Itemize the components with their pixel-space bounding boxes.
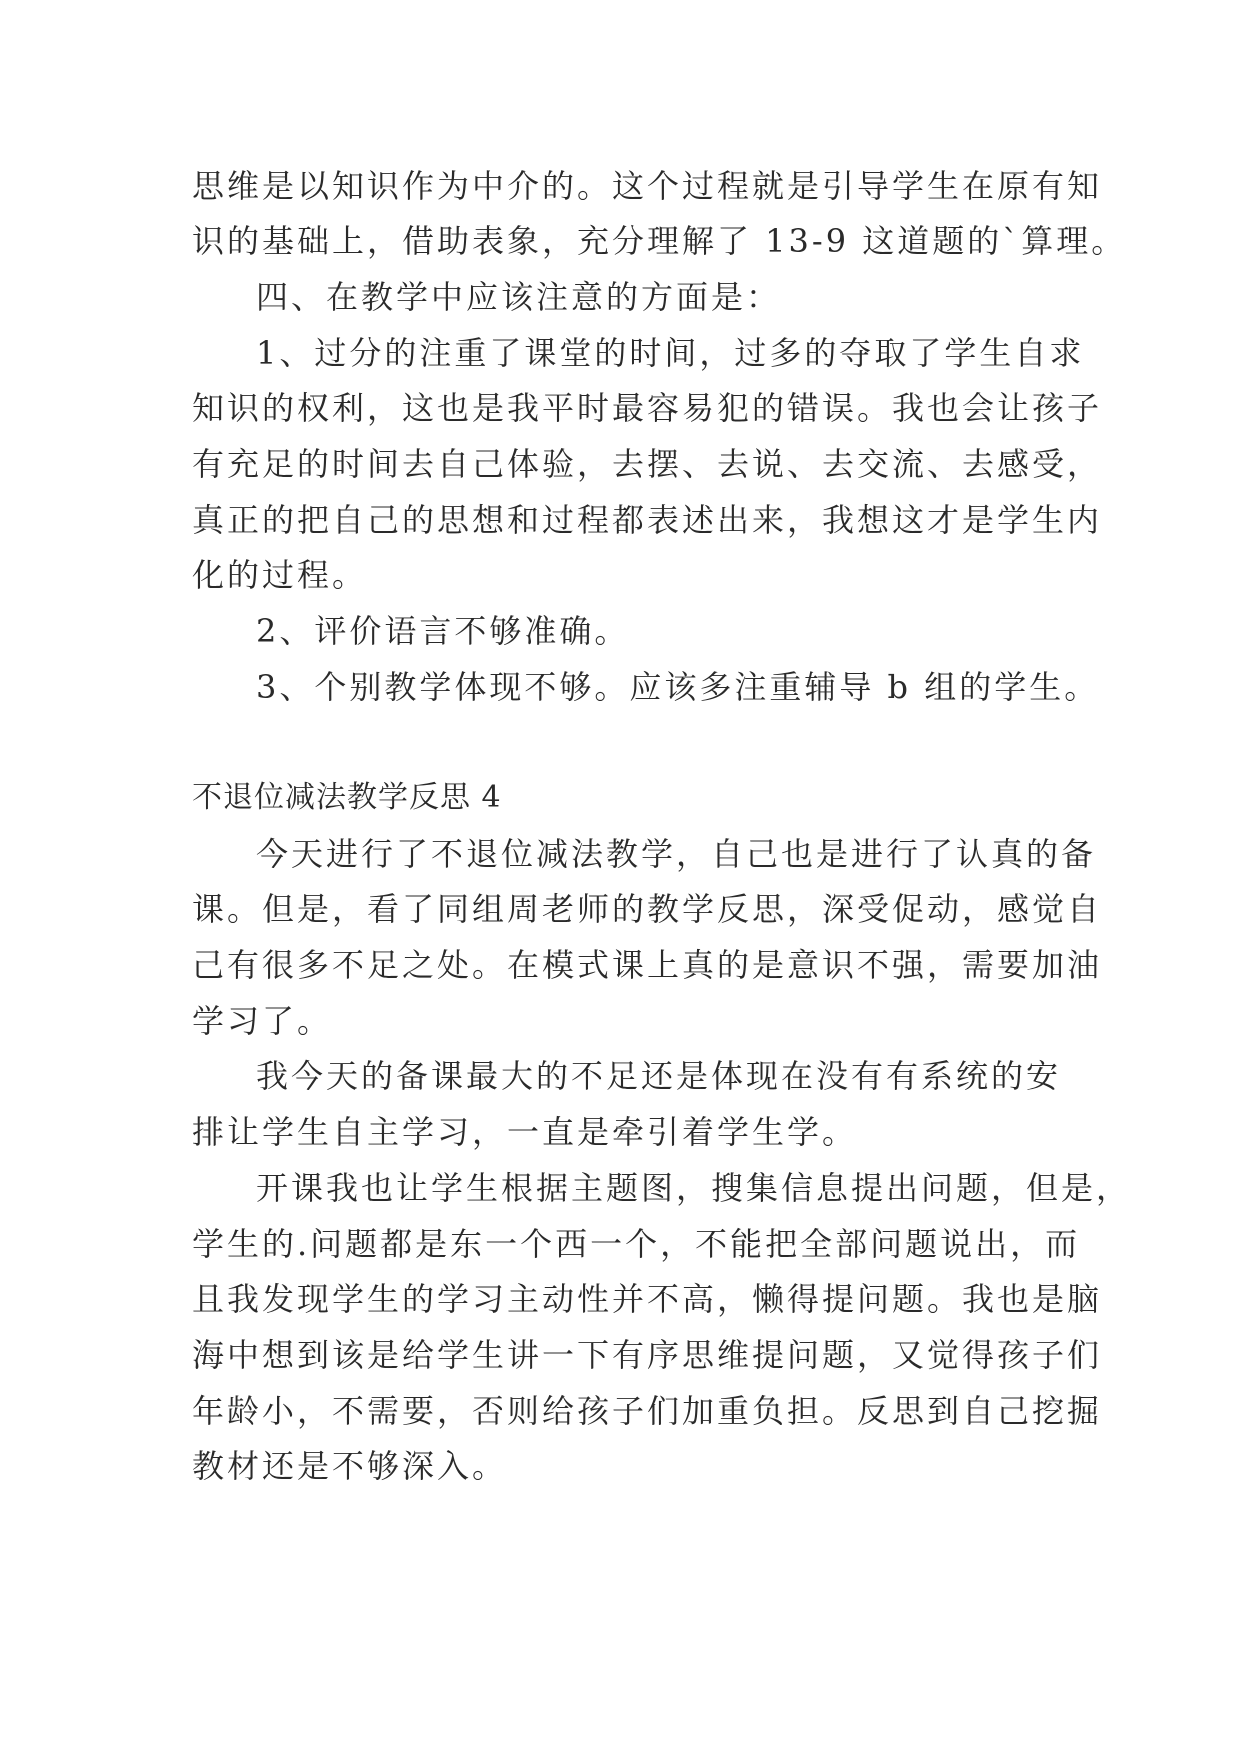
paragraph-line: 思维是以知识作为中介的。这个过程就是引导学生在原有知 xyxy=(192,167,1103,205)
paragraph-line: 己有很多不足之处。在模式课上真的是意识不强，需要加油 xyxy=(192,946,1103,984)
paragraph-line: 课。但是，看了同组周老师的教学反思，深受促动，感觉自 xyxy=(192,890,1103,928)
paragraph-line: 且我发现学生的学习主动性并不高，懒得提问题。我也是脑 xyxy=(192,1280,1103,1318)
paragraph-line: 教材还是不够深入。 xyxy=(192,1447,508,1485)
paragraph-line: 四、在教学中应该注意的方面是： xyxy=(256,278,782,316)
paragraph-line: 学生的.问题都是东一个西一个，不能把全部问题说出，而 xyxy=(192,1225,1081,1263)
paragraph-line: 知识的权利，这也是我平时最容易犯的错误。我也会让孩子 xyxy=(192,389,1103,427)
paragraph-line: 3、个别教学体现不够。应该多注重辅导 b 组的学生。 xyxy=(256,668,1100,706)
paragraph-line: 真正的把自己的思想和过程都表述出来，我想这才是学生内 xyxy=(192,501,1103,539)
paragraph-line: 有充足的时间去自己体验，去摆、去说、去交流、去感受， xyxy=(192,445,1103,483)
paragraph-line: 学习了。 xyxy=(192,1002,333,1040)
paragraph-line: 识的基础上，借助表象，充分理解了 13-9 这道题的`算理。 xyxy=(192,222,1127,260)
paragraph-line: 排让学生自主学习，一直是牵引着学生学。 xyxy=(192,1113,858,1151)
paragraph-line: 海中想到该是给学生讲一下有序思维提问题，又觉得孩子们 xyxy=(192,1336,1103,1374)
paragraph-line: 2、评价语言不够准确。 xyxy=(256,612,630,650)
paragraph-line: 年龄小，不需要，否则给孩子们加重负担。反思到自己挖掘 xyxy=(192,1392,1103,1430)
paragraph-line: 我今天的备课最大的不足还是体现在没有有系统的安 xyxy=(256,1057,1062,1095)
section-heading: 不退位减法教学反思 4 xyxy=(192,780,502,815)
paragraph-line: 今天进行了不退位减法教学，自己也是进行了认真的备 xyxy=(256,835,1097,873)
paragraph-line: 化的过程。 xyxy=(192,556,368,594)
paragraph-line: 1、过分的注重了课堂的时间，过多的夺取了学生自求 xyxy=(256,334,1085,372)
paragraph-line: 开课我也让学生根据主题图，搜集信息提出问题，但是， xyxy=(256,1169,1132,1207)
